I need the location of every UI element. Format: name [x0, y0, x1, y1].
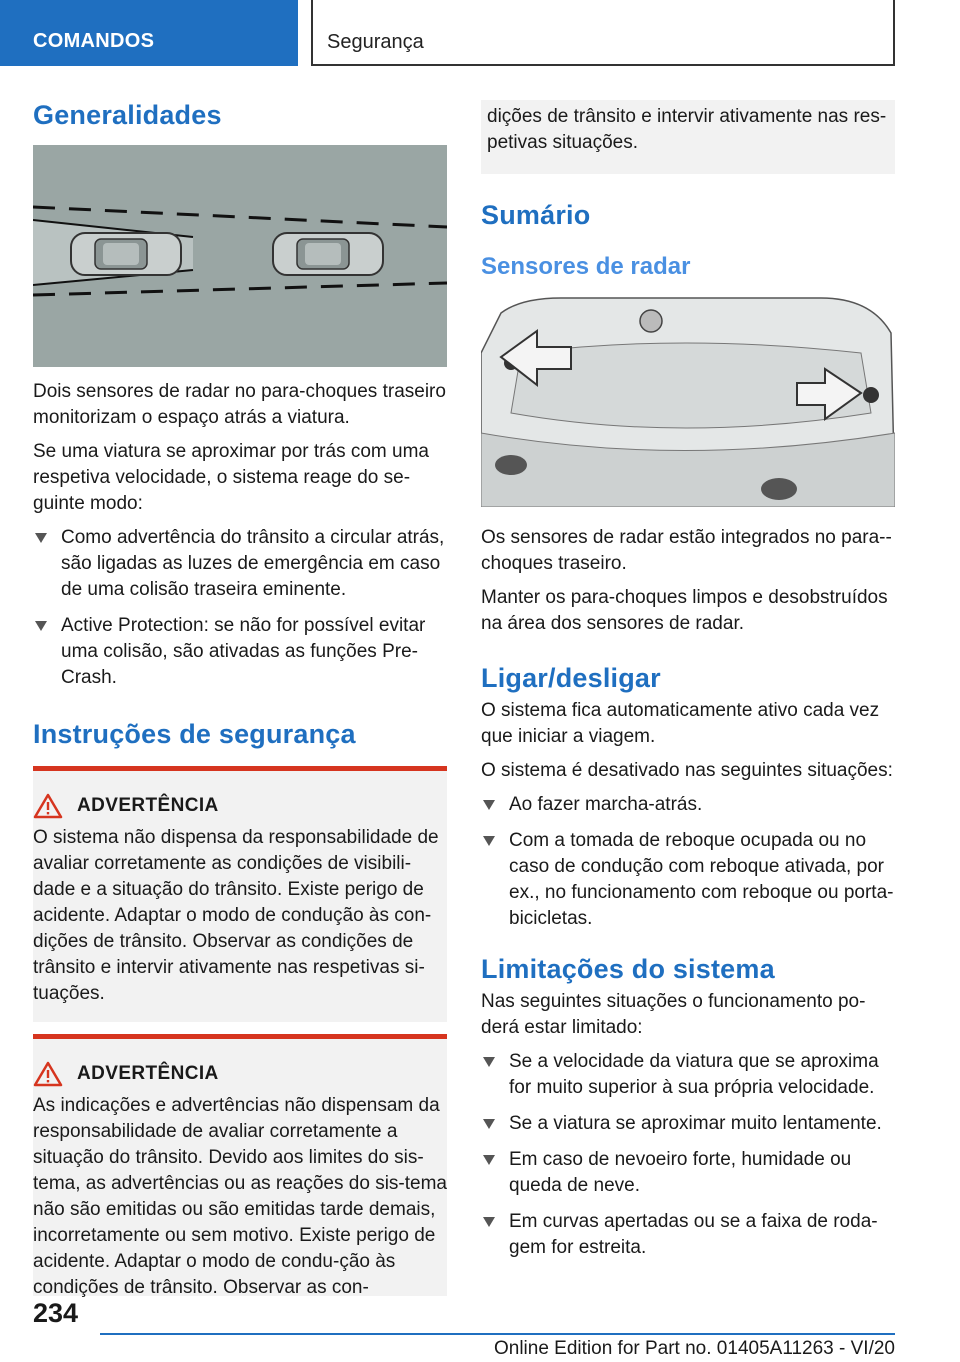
warning-text: O sistema não dispensa da responsabilidade de avaliar corretamente as condições de visibili-dade e a situação do trânsito. Existe perigo de acidente. Adaptar o modo de condução às con-dições de trânsito. Observar as condições de trânsito e intervir ativamente nas respetivas si-tuações. [33, 827, 439, 1004]
heading-generalidades: Generalidades [33, 100, 222, 130]
footer-divider [100, 1333, 895, 1335]
list-item-text: Active Protection: se não for possível evitar uma colisão, são ativadas as funções Pre-Crash. [61, 615, 426, 688]
bullet-list [481, 792, 895, 932]
heading-ligar-desligar: Ligar/desligar [481, 663, 661, 693]
warning-title: ADVERTÊNCIA [77, 1063, 219, 1084]
list-item [481, 1111, 895, 1137]
footer-edition: Online Edition for Part no. 01405A11263 - VI/20 [493, 1338, 895, 1359]
triangle-bullet-icon [35, 621, 47, 631]
illustration-rear-bumper [481, 293, 895, 507]
left-column [33, 100, 447, 1296]
triangle-bullet-icon [483, 1155, 495, 1165]
list-item [481, 1147, 895, 1199]
paragraph: Nas seguintes situações o funcionamento po-derá estar limitado: [481, 991, 866, 1038]
paragraph: Se uma viatura se aproximar por trás com uma respetiva velocidade, o sistema reage do se-guinte modo: [33, 441, 429, 514]
heading-limitacoes: Limitações do sistema [481, 954, 775, 984]
chapter-tab-label: COMANDOS [33, 30, 155, 52]
list-item-text: Em curvas apertadas ou se a faixa de roda-gem for estreita. [509, 1211, 878, 1258]
heading-sumario: Sumário [481, 200, 591, 230]
warning-triangle-icon [33, 793, 63, 819]
section-header [311, 0, 895, 66]
rear-bumper-illustration-svg [481, 293, 895, 507]
list-item [33, 525, 447, 603]
list-item-text: Como advertência do trânsito a circular atrás, são ligadas as luzes de emergência em caso de uma colisão traseira eminente. [61, 527, 445, 600]
bullet-list [33, 525, 447, 691]
list-item-text: Com a tomada de reboque ocupada ou no caso de condução com reboque ativada, por ex., no funcionamento com reboque ou porta-bicicletas. [509, 830, 894, 929]
paragraph: O sistema fica automaticamente ativo cada vez que iniciar a viagem. [481, 700, 880, 747]
right-column [481, 100, 895, 1261]
paragraph: Manter os para-choques limpos e desobstruídos na área dos sensores de radar. [481, 587, 888, 634]
traffic-illustration-svg [33, 145, 447, 367]
list-item-text: Ao fazer marcha-atrás. [509, 794, 703, 815]
page-number: 234 [33, 1298, 79, 1328]
list-item [481, 828, 895, 932]
warning-text: dições de trânsito e intervir ativamente nas res-petivas situações. [487, 106, 887, 153]
paragraph: O sistema é desativado nas seguintes situações: [481, 760, 893, 781]
triangle-bullet-icon [483, 1057, 495, 1067]
warning-box [33, 1034, 447, 1296]
list-item [33, 613, 447, 691]
warning-continuation [481, 100, 895, 174]
bullet-list [481, 1049, 895, 1261]
list-item-text: Se a viatura se aproximar muito lentamente. [509, 1113, 882, 1134]
list-item [481, 1049, 895, 1101]
warning-text: As indicações e advertências não dispensam da responsabilidade de avaliar corretamente a situação do trânsito. Devido aos limites do sis-tema, as advertências ou as reações do sis-tema não são emitidas ou são emitidas tarde demais, incorretamente ou sem motivo. Existe perigo de acidente. Adaptar o modo de condu-ção às condições de trânsito. Observar as con- [33, 1095, 447, 1298]
triangle-bullet-icon [483, 836, 495, 846]
triangle-bullet-icon [483, 1119, 495, 1129]
triangle-bullet-icon [483, 800, 495, 810]
list-item-text: Se a velocidade da viatura que se aproxima for muito superior à sua própria velocidade. [509, 1051, 879, 1098]
car-icon [71, 233, 181, 275]
warning-title: ADVERTÊNCIA [77, 795, 219, 816]
heading-instrucoes-seguranca: Instruções de segurança [33, 719, 356, 749]
list-item [481, 1209, 895, 1261]
heading-sensores-radar: Sensores de radar [481, 253, 691, 280]
triangle-bullet-icon [483, 1217, 495, 1227]
warning-triangle-icon [33, 1061, 63, 1087]
list-item-text: Em caso de nevoeiro forte, humidade ou queda de neve. [509, 1149, 852, 1196]
car-icon [273, 233, 383, 275]
triangle-bullet-icon [35, 533, 47, 543]
chapter-tab [0, 0, 298, 66]
list-item [481, 792, 895, 818]
paragraph: Os sensores de radar estão integrados no para--choques traseiro. [481, 527, 892, 574]
warning-box [33, 766, 447, 1022]
paragraph: Dois sensores de radar no para-choques traseiro monitorizam o espaço atrás a viatura. [33, 381, 446, 428]
illustration-traffic [33, 145, 447, 367]
section-title: Segurança [327, 31, 424, 53]
